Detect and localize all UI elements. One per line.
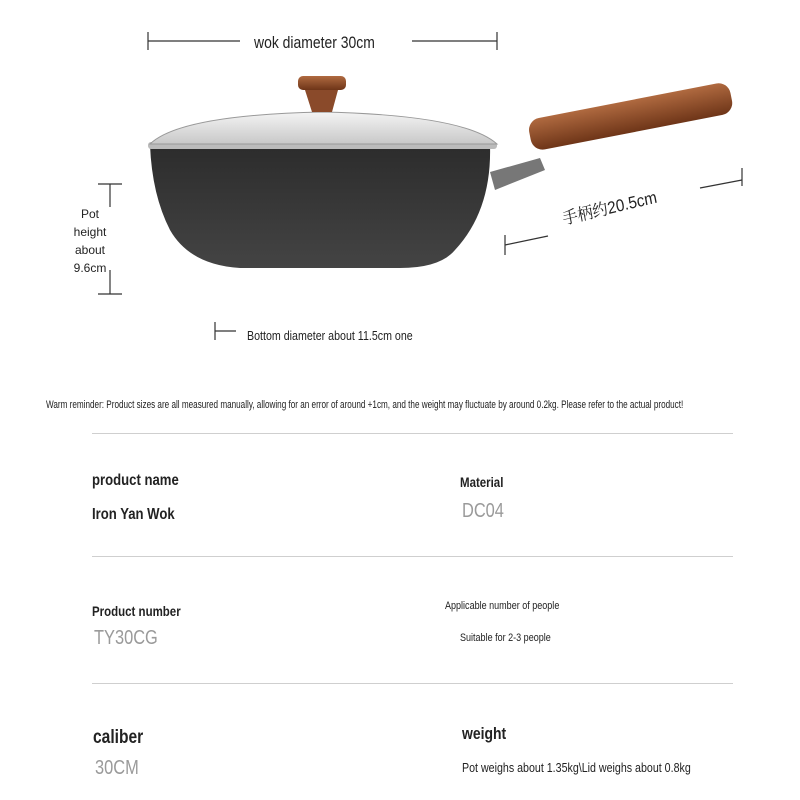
material-value: DC04 [462, 500, 504, 522]
divider [92, 683, 733, 684]
product-number-label: Product number [92, 603, 181, 619]
divider [92, 433, 733, 434]
wok-diameter-label: wok diameter 30cm [254, 33, 375, 52]
warm-reminder: Warm reminder: Product sizes are all measured manually, allowing for an error of around +1cm, and the weight may fluctuate by around 0.2kg. Please refer to the actual product! [46, 399, 684, 411]
weight-value: Pot weighs about 1.35kg\Lid weighs about 0.8kg [462, 760, 691, 775]
wok-body [150, 145, 490, 268]
handle-length-label: 手柄约20.5cm [560, 187, 659, 229]
product-name-label: product name [92, 472, 179, 489]
bottom-diameter-label: Bottom diameter about 11.5cm one [247, 328, 413, 343]
divider [92, 556, 733, 557]
glass-lid [150, 112, 497, 144]
people-value: Suitable for 2-3 people [460, 632, 551, 644]
caliber-label: caliber [93, 727, 144, 748]
lid-knob [298, 76, 346, 90]
weight-label: weight [462, 724, 507, 743]
wok-illustration [0, 0, 800, 360]
product-name-value: Iron Yan Wok [92, 506, 175, 523]
caliber-value: 30CM [95, 757, 139, 779]
pot-height-label: Pot height about 9.6cm [73, 207, 107, 275]
people-label: Applicable number of people [445, 600, 560, 612]
product-number-value: TY30CG [94, 627, 158, 649]
material-label: Material [460, 474, 504, 490]
wooden-handle [527, 81, 734, 152]
